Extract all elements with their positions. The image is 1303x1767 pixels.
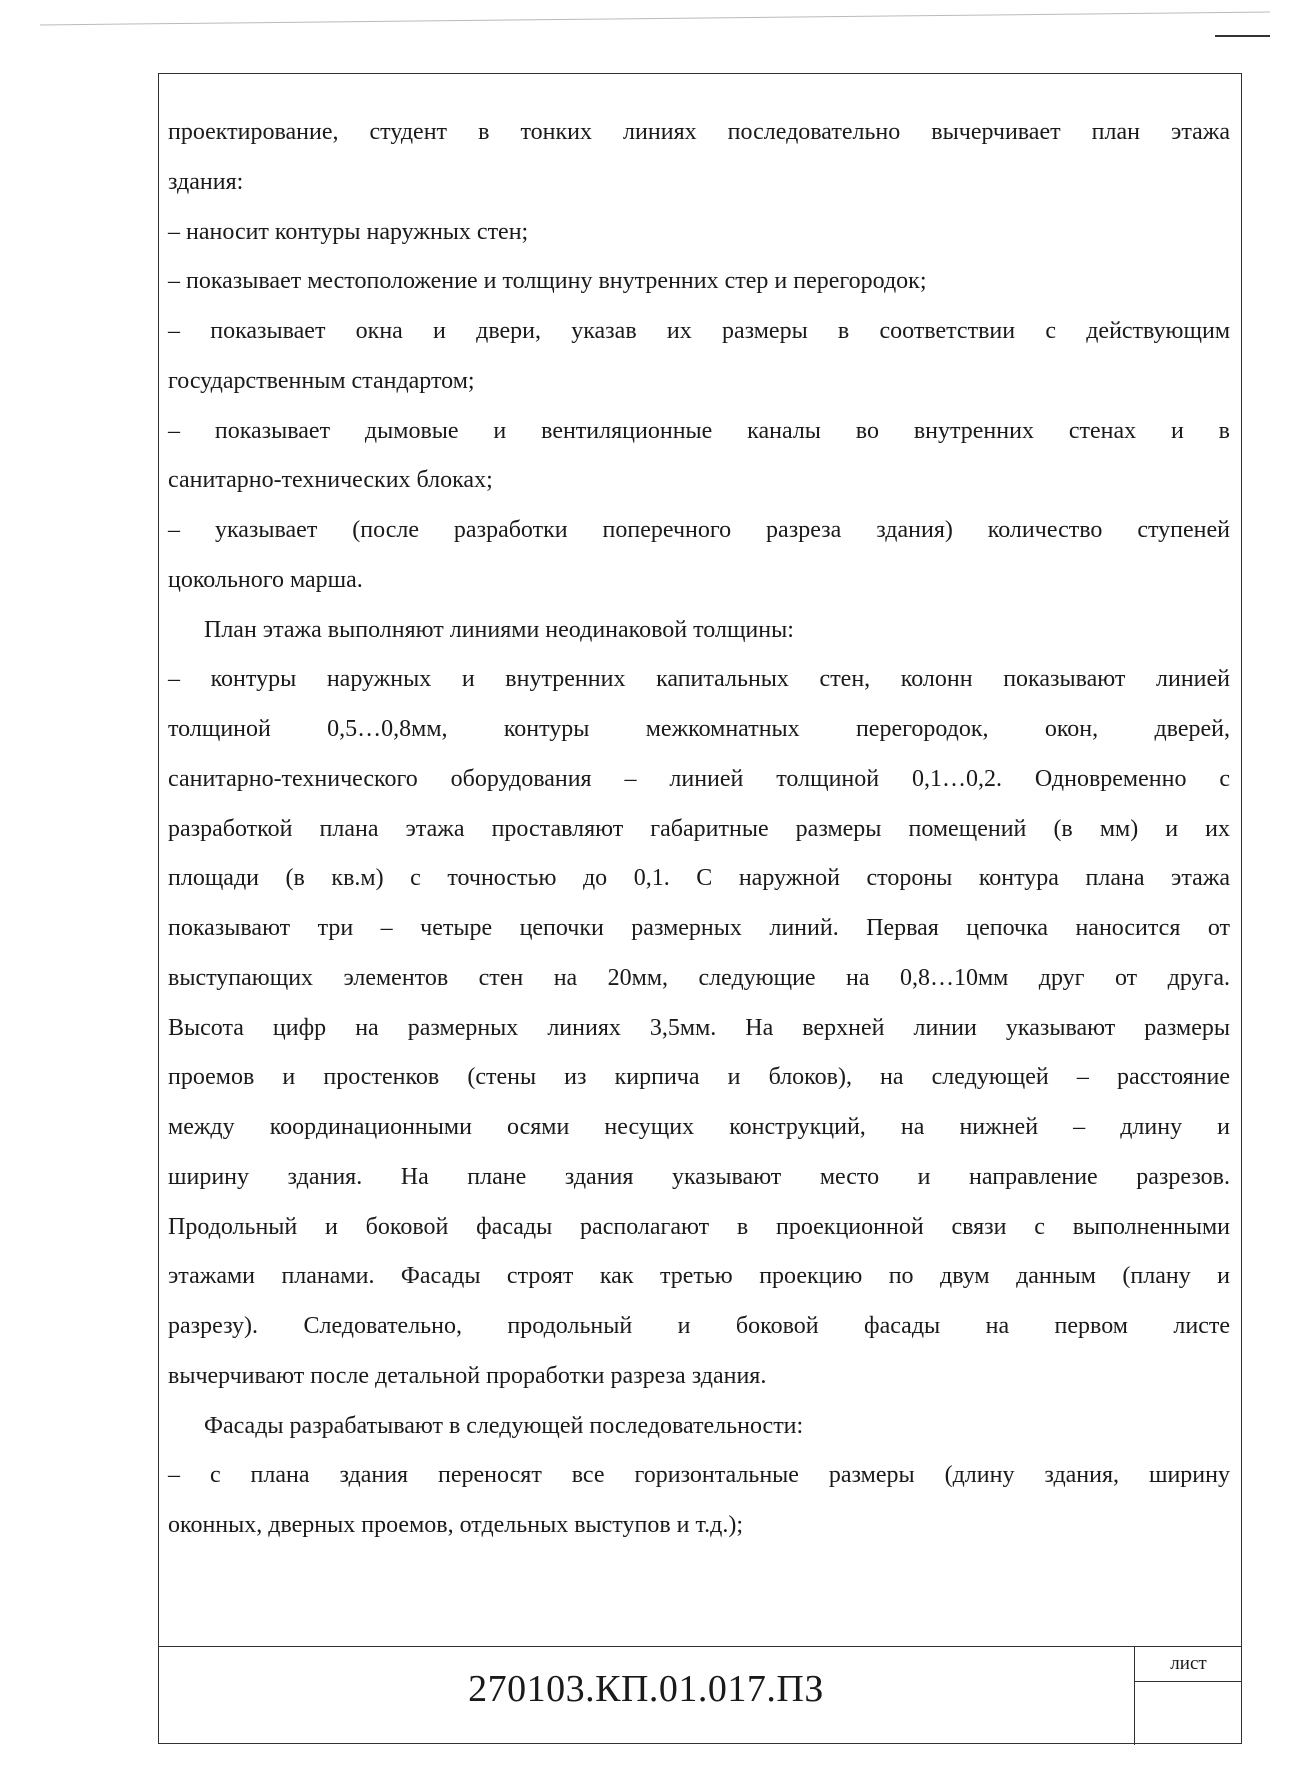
text-line: государственным стандартом;: [168, 367, 475, 394]
text-line: этажами планами. Фасады строят как третью проекцию по двум данным (плану и: [168, 1263, 1230, 1290]
text-line: санитарно-технических блоках;: [168, 467, 493, 494]
sheet-number-cell: [1134, 1647, 1242, 1745]
text-line: здания:: [168, 168, 244, 195]
scan-artifact-line: [1215, 35, 1270, 37]
text-line: ширину здания. На плане здания указывают место и направление разрезов.: [168, 1163, 1230, 1190]
text-line: цокольного марша.: [168, 566, 363, 593]
text-line: – указывает (после разработки поперечного разреза здания) количество ступеней: [168, 517, 1230, 543]
text-line: – контуры наружных и внутренних капитальных стен, колонн показывают линией: [168, 666, 1230, 693]
scan-artifact-line: [40, 12, 1270, 26]
text-line: санитарно-технического оборудования – линией толщиной 0,1…0,2. Одновременно с: [168, 765, 1230, 792]
text-line: Продольный и боковой фасады располагают в проекционной связи с выполненными: [168, 1213, 1230, 1240]
text-line: разработкой плана этажа проставляют габаритные размеры помещений (в мм) и их: [168, 815, 1230, 842]
text-line: – наносит контуры наружных стен;: [168, 218, 529, 245]
text-line: – показывает дымовые и вентиляционные каналы во внутренних стенах и в: [168, 417, 1230, 444]
text-line: разрезу). Следовательно, продольный и боковой фасады на первом листе: [168, 1313, 1230, 1339]
text-line: проемов и простенков (стены из кирпича и блоков), на следующей – расстояние: [168, 1064, 1230, 1091]
text-line: проектирование, студент в тонких линиях последовательно вычерчивает план этажа: [168, 119, 1230, 145]
text-line: План этажа выполняют линиями неодинаковой толщины:: [204, 616, 794, 643]
text-line: оконных, дверных проемов, отдельных выступов и т.д.);: [168, 1512, 744, 1538]
text-line: показывают три – четыре цепочки размерных линий. Первая цепочка наносится от: [168, 915, 1230, 941]
text-line: – показывает местоположение и толщину внутренних стер и перегородок;: [168, 268, 927, 295]
title-block: [158, 1646, 1242, 1744]
sheet-label: лист: [1135, 1647, 1242, 1682]
text-line: – показывает окна и двери, указав их размеры в соответствии с действующим: [168, 318, 1230, 344]
text-line: Высота цифр на размерных линиях 3,5мм. На верхней линии указывают размеры: [168, 1014, 1230, 1041]
text-line: площади (в кв.м) с точностью до 0,1. С наружной стороны контура плана этажа: [168, 865, 1230, 892]
text-line: выступающих элементов стен на 20мм, следующие на 0,8…10мм друг от друга.: [168, 964, 1230, 991]
text-line: Фасады разрабатывают в следующей последовательности:: [204, 1412, 804, 1439]
document-code: 270103.КП.01.017.ПЗ: [468, 1668, 824, 1710]
text-line: толщиной 0,5…0,8мм, контуры межкомнатных перегородок, окон, дверей,: [168, 716, 1230, 742]
text-line: – с плана здания переносят все горизонтальные размеры (длину здания, ширину: [168, 1462, 1230, 1489]
text-line: вычерчивают после детальной проработки разреза здания.: [168, 1362, 767, 1389]
text-line: между координационными осями несущих конструкций, на нижней – длину и: [168, 1114, 1230, 1140]
